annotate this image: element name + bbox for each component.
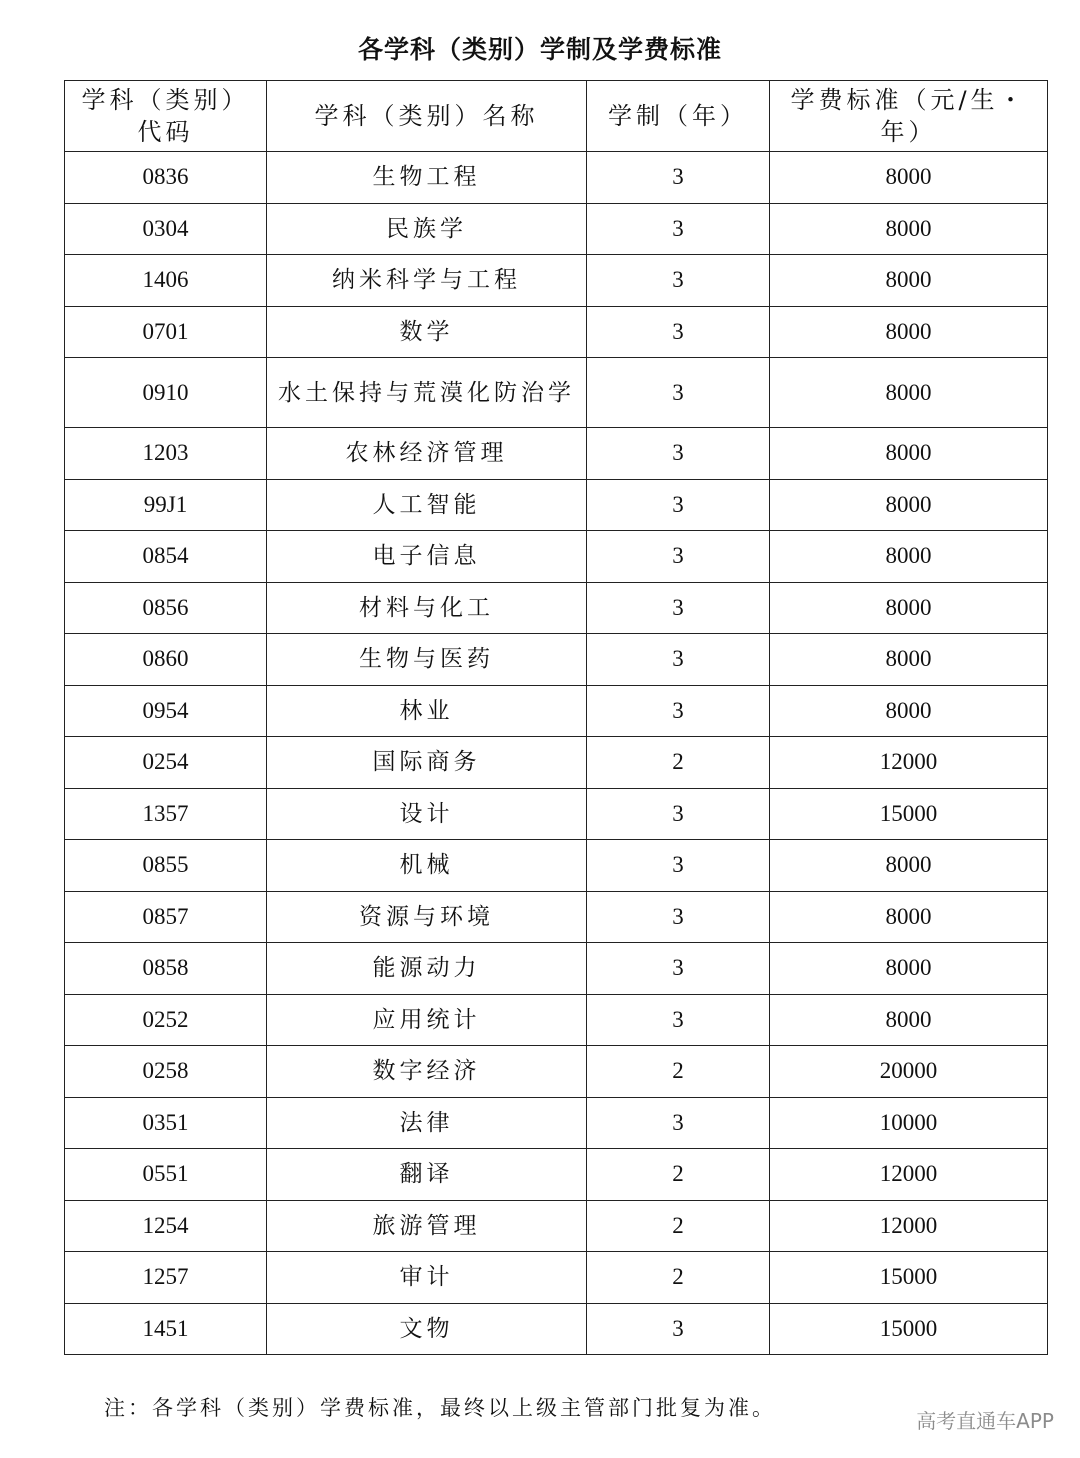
table-row xyxy=(65,685,1048,737)
table-row xyxy=(65,1149,1048,1201)
table-row xyxy=(65,152,1048,204)
cell-fee: 8000 xyxy=(770,428,1048,480)
table-row xyxy=(65,1046,1048,1098)
cell-fee: 15000 xyxy=(770,788,1048,840)
cell-name: 审计 xyxy=(267,1252,587,1304)
cell-years: 2 xyxy=(587,737,770,789)
cell-code: 0258 xyxy=(65,1046,267,1098)
cell-name: 农林经济管理 xyxy=(267,428,587,480)
cell-years: 3 xyxy=(587,306,770,358)
cell-years: 3 xyxy=(587,203,770,255)
table-row xyxy=(65,428,1048,480)
cell-code: 0857 xyxy=(65,891,267,943)
cell-code: 1254 xyxy=(65,1200,267,1252)
cell-fee: 8000 xyxy=(770,891,1048,943)
table-row xyxy=(65,737,1048,789)
cell-fee: 12000 xyxy=(770,1149,1048,1201)
table-row xyxy=(65,531,1048,583)
cell-years: 3 xyxy=(587,788,770,840)
cell-years: 3 xyxy=(587,152,770,204)
cell-code: 0855 xyxy=(65,840,267,892)
cell-code: 1357 xyxy=(65,788,267,840)
cell-years: 3 xyxy=(587,428,770,480)
cell-name: 能源动力 xyxy=(267,943,587,995)
cell-years: 3 xyxy=(587,634,770,686)
cell-name: 电子信息 xyxy=(267,531,587,583)
table-row xyxy=(65,1097,1048,1149)
cell-fee: 8000 xyxy=(770,994,1048,1046)
cell-name: 数字经济 xyxy=(267,1046,587,1098)
table-row xyxy=(65,788,1048,840)
cell-code: 0304 xyxy=(65,203,267,255)
cell-name: 国际商务 xyxy=(267,737,587,789)
table-row xyxy=(65,479,1048,531)
cell-name: 法律 xyxy=(267,1097,587,1149)
cell-fee: 8000 xyxy=(770,582,1048,634)
table-row xyxy=(65,634,1048,686)
cell-years: 2 xyxy=(587,1252,770,1304)
cell-years: 3 xyxy=(587,685,770,737)
table-row xyxy=(65,1252,1048,1304)
cell-fee: 8000 xyxy=(770,203,1048,255)
footnote: 注：各学科（类别）学费标准，最终以上级主管部门批复为准。 xyxy=(104,1396,776,1420)
cell-name: 生物与医药 xyxy=(267,634,587,686)
cell-name: 生物工程 xyxy=(267,152,587,204)
page-title: 各学科（类别）学制及学费标准 xyxy=(357,35,722,64)
cell-fee: 10000 xyxy=(770,1097,1048,1149)
cell-fee: 8000 xyxy=(770,255,1048,307)
cell-name: 民族学 xyxy=(267,203,587,255)
table-row xyxy=(65,840,1048,892)
cell-years: 3 xyxy=(587,358,770,428)
cell-years: 3 xyxy=(587,255,770,307)
cell-code: 0854 xyxy=(65,531,267,583)
cell-years: 3 xyxy=(587,891,770,943)
cell-code: 99J1 xyxy=(65,479,267,531)
cell-years: 3 xyxy=(587,840,770,892)
cell-fee: 8000 xyxy=(770,306,1048,358)
cell-code: 0910 xyxy=(65,358,267,428)
cell-name: 人工智能 xyxy=(267,479,587,531)
cell-name: 机械 xyxy=(267,840,587,892)
table-header-row xyxy=(65,81,1048,152)
cell-name: 应用统计 xyxy=(267,994,587,1046)
cell-fee: 8000 xyxy=(770,634,1048,686)
table-row xyxy=(65,306,1048,358)
cell-name: 纳米科学与工程 xyxy=(267,255,587,307)
table-row xyxy=(65,1200,1048,1252)
cell-fee: 15000 xyxy=(770,1303,1048,1355)
table-row xyxy=(65,943,1048,995)
cell-code: 1406 xyxy=(65,255,267,307)
table-row xyxy=(65,891,1048,943)
cell-years: 2 xyxy=(587,1149,770,1201)
cell-code: 1257 xyxy=(65,1252,267,1304)
cell-name: 旅游管理 xyxy=(267,1200,587,1252)
header-name: 学科（类别）名称 xyxy=(267,81,587,152)
cell-years: 2 xyxy=(587,1046,770,1098)
cell-code: 0551 xyxy=(65,1149,267,1201)
cell-name: 设计 xyxy=(267,788,587,840)
cell-code: 0351 xyxy=(65,1097,267,1149)
cell-name: 资源与环境 xyxy=(267,891,587,943)
cell-code: 1203 xyxy=(65,428,267,480)
table-row xyxy=(65,994,1048,1046)
cell-name: 文物 xyxy=(267,1303,587,1355)
watermark: 高考直通车APP xyxy=(916,1409,1054,1433)
table-row xyxy=(65,1303,1048,1355)
cell-code: 0254 xyxy=(65,737,267,789)
cell-fee: 8000 xyxy=(770,358,1048,428)
cell-code: 0858 xyxy=(65,943,267,995)
cell-fee: 20000 xyxy=(770,1046,1048,1098)
cell-fee: 8000 xyxy=(770,685,1048,737)
table-row xyxy=(65,203,1048,255)
cell-name: 材料与化工 xyxy=(267,582,587,634)
cell-code: 1451 xyxy=(65,1303,267,1355)
table-row xyxy=(65,255,1048,307)
cell-years: 3 xyxy=(587,531,770,583)
table-row xyxy=(65,582,1048,634)
cell-code: 0856 xyxy=(65,582,267,634)
cell-fee: 12000 xyxy=(770,737,1048,789)
cell-name: 林业 xyxy=(267,685,587,737)
cell-code: 0860 xyxy=(65,634,267,686)
cell-years: 3 xyxy=(587,1303,770,1355)
cell-years: 3 xyxy=(587,582,770,634)
cell-years: 3 xyxy=(587,479,770,531)
cell-name: 翻译 xyxy=(267,1149,587,1201)
cell-name: 数学 xyxy=(267,306,587,358)
cell-fee: 8000 xyxy=(770,152,1048,204)
header-fee: 学费标准（元/生・年） xyxy=(770,81,1048,152)
header-years: 学制（年） xyxy=(587,81,770,152)
cell-code: 0836 xyxy=(65,152,267,204)
cell-years: 3 xyxy=(587,943,770,995)
table-body xyxy=(65,152,1048,1355)
cell-fee: 15000 xyxy=(770,1252,1048,1304)
header-code: 学科（类别）代码 xyxy=(65,81,267,152)
cell-name: 水土保持与荒漠化防治学 xyxy=(267,358,587,428)
cell-fee: 12000 xyxy=(770,1200,1048,1252)
cell-fee: 8000 xyxy=(770,531,1048,583)
cell-years: 3 xyxy=(587,994,770,1046)
cell-years: 3 xyxy=(587,1097,770,1149)
tuition-table xyxy=(64,80,1048,1355)
table-row xyxy=(65,358,1048,428)
cell-code: 0701 xyxy=(65,306,267,358)
cell-years: 2 xyxy=(587,1200,770,1252)
cell-code: 0954 xyxy=(65,685,267,737)
cell-fee: 8000 xyxy=(770,479,1048,531)
cell-fee: 8000 xyxy=(770,943,1048,995)
cell-fee: 8000 xyxy=(770,840,1048,892)
cell-code: 0252 xyxy=(65,994,267,1046)
